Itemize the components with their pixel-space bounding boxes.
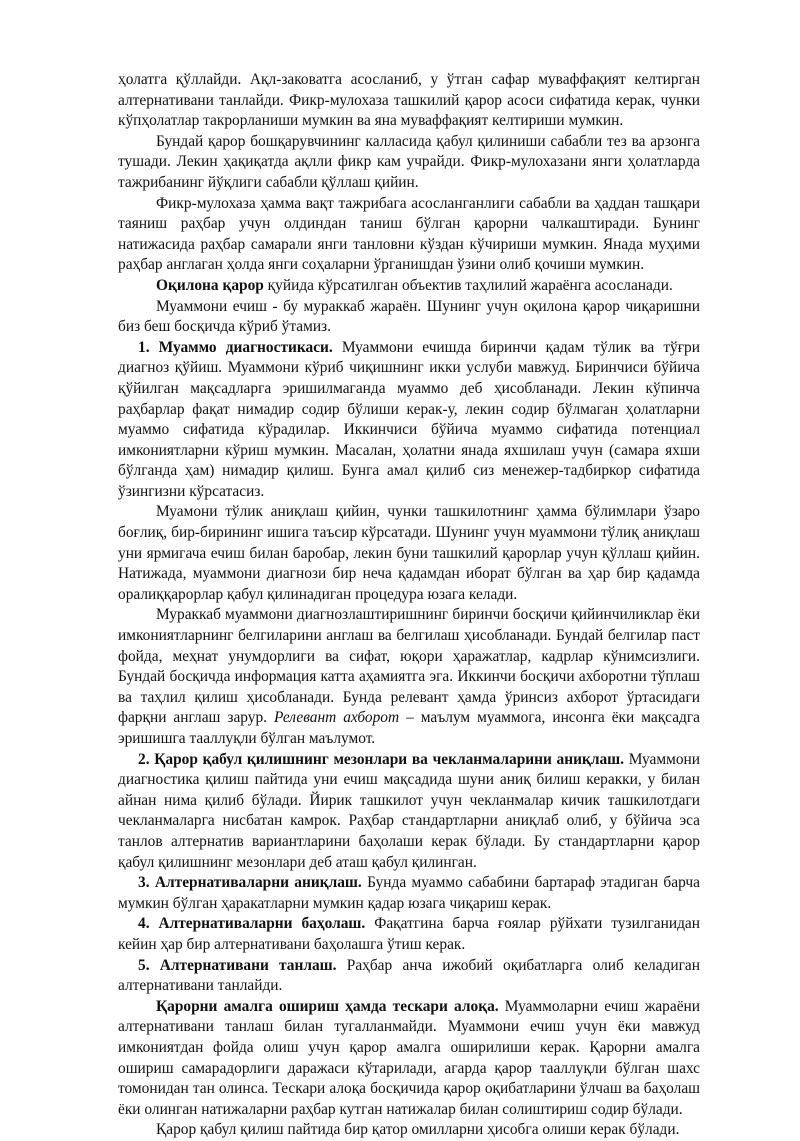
step-1-diagnostics: [118, 338, 700, 503]
step-heading: 1. Муаммо диагностикаси.: [138, 338, 333, 356]
document-page: [118, 70, 700, 1141]
paragraph-2: Бундай қарор бошқарувчининг калласида қабул қилиниши сабабли тез ва арзонга тушади. Лекин ҳақиқатда ақлли фикр кам учрайди. Фикр-мулохазани янги ҳолатларда тажрибанинг йўқлиги сабабли қўллаш қийин.: [118, 132, 700, 191]
step-text: Муаммони диагностика қилиш пайтида уни ечиш мақсадида шуни аниқ билиш керакки, у билан айнан нима қилиб бўлади. Йирик ташкилот учун чекланмалар кичик ташкилотдаги чекланмаларга нисбатан камрок. Раҳбар стандартларни аниқлаб олиб, у бўйича эса танлов алтернатив вариантларини баҳолаши керак бўлади. Бу стандартларни қарор қабул қилишнинг мезонлари деб аташ қабул қилинган.: [118, 750, 700, 871]
paragraph-last: Қарор қабул қилиш пайтида бир қатор омилларни ҳисобга олиши керак бўлади.: [156, 1121, 680, 1139]
step-heading: 4. Алтернативаларни баҳолаш.: [138, 915, 366, 933]
step-2-criteria: [118, 750, 700, 874]
step-text: Фақатгина барча ғоялар рўйхати тузилганидан кейин ҳар бир алтернативани баҳолашга ўтиш керак.: [118, 915, 700, 953]
step-heading: 2. Қарор қабул қилишнинг мезонлари ва чекланмаларини аниқлаш.: [138, 750, 625, 768]
paragraph-implementation: [118, 997, 700, 1121]
term-relevant-info: Релевант ахборот: [274, 709, 400, 727]
step-text: Раҳбар анча ижобий оқибатларга олиб келадиган алтернативани танлайди.: [118, 956, 700, 995]
term-rational-decision: Оқилона қарор: [156, 276, 264, 294]
paragraph-3: Фикр-мулохаза ҳамма вақт тажрибага асосланганлиги сабабли ва ҳаддан ташқари таяниш раҳбар учун олдиндан таниш бўлган қарорни чалкаштиради. Бунинг натижасида раҳбар самарали янги танловни кўздан кўчириши мумкин. Янада муҳими раҳбар англаган ҳолда янги соҳаларни ўрганишдан ўзини олиб қочиши мумкин.: [118, 194, 700, 274]
paragraph-text: қуйида кўрсатилган объектив таҳлилий жараёнга асосланади.: [263, 276, 673, 294]
term-implementation: Қарорни амалга ошириш ҳамда тескари алоқа.: [156, 997, 499, 1015]
paragraph-5: Муаммони ечиш - бу мураккаб жараён. Шунинг учун оқилона қарор чиқаришни биз беш босқичда кўриб ўтамиз.: [118, 297, 700, 336]
step-3-alternatives: [118, 873, 700, 914]
paragraph-rational-decision: [118, 276, 700, 297]
paragraph-text-2: – маълум муаммога, инсонга ёки мақсадга эришишга тааллуқли бўлган маълумот.: [118, 709, 700, 747]
step-heading: 3. Алтернативаларни аниқлаш.: [138, 874, 362, 892]
paragraph-text: Мураккаб муаммони диагнозлаштиришнинг биринчи босқичи қийинчиликлар ёки имкониятларнинг белгиларини англаш ва белгилаш ҳисобланади. Бундай белгилар паст фойда, меҳнат унумдорлиги ва сифат, юқори ҳаражатлар, кадрлар кўнимсизлиги. Бундай босқичда информация катта аҳамиятга эга. Иккинчи босқичи ахборотни тўплаш ва таҳлил қилиш ҳисобланади. Бунда релевант ҳамда ўринсиз ахборот ўртасидаги фарқни англаш зарур.: [118, 606, 700, 727]
step-heading: 5. Алтернативани танлаш.: [138, 956, 337, 974]
paragraph-text: Муаммоларни ечиш жараёни алтернативани танлаш билан тугалланмайди. Муаммони ечиш учун ёки мавжуд имкониятдан фойда олиш учун қарор амалга оширилиши керак. Қарорни амалга ошириш самарадорлиги даражаси кўтарилади, агарда қарор тааллуқли бўлган шахс томонидан тан олинса. Тескари алоқа босқичида қарор оқибатларини ўлчаш ва баҳолаш ёки олинган натижаларни раҳбар кутган натижалар билан солиштириш содир бўлади.: [118, 997, 700, 1118]
step-text: Муаммони ечишда биринчи қадам тўлик ва тўғри диагноз қўйиш. Муаммони кўриб чиқишнинг икки услуби мавжуд. Биринчиси бўйича қўйилган мақсадларга эришилмаганда муаммо деб ҳисобланади. Лекин кўпинча раҳбарлар фақат нимадир содир бўлиши керак-у, лекин содир бўлмаган ҳолатларни муаммо сифатида кўрадилар. Иккинчиси бўйича муаммо сифатида потенциал имкониятларни кўриш мумкин. Масалан, ҳолатни янада яхшилаш учун (самара яхши бўлганда ҳам) нимадир қилиш. Бунга амал қилиб сиз менежер-тадбиркор сифатида ўзингизни кўрсатасиз.: [118, 338, 700, 500]
paragraph-1: ҳолатга қўллайди. Ақл-заковатга асосланиб, у ўтган сафар муваффақият келтирган алтернативани танлайди. Фикр-мулохаза ташкилий қарор асоси сифатида керак, чунки кўпҳолатлар такрорланиши мумкин ва яна муваффақият келтириши мумкин.: [118, 71, 700, 130]
step-4-evaluation: [118, 914, 700, 955]
paragraph-8: [118, 605, 700, 749]
step-5-choice: [118, 956, 700, 997]
step-text: Бунда муаммо сабабини бартараф этадиган барча мумкин бўлган ҳаракатларни мумкин қадар юзага чиқариш керак.: [118, 874, 700, 912]
paragraph-7: Муамони тўлик аниқлаш қийин, чунки ташкилотнинг ҳамма бўлимлари ўзаро боғлиқ, бир-бирининг ишига таъсир кўрсатади. Шунинг учун муаммони тўлиқ аниқлаш уни ярмигача ечиш билан баробар, лекин буни ташкилий қарорлар учун қўллаш қийин. Натижада, муаммони диагнози бир неча қадамдан иборат бўлган ва ҳар бир қадамда оралиққарорлар қабул қилинадиган процедура юзага келади.: [118, 503, 700, 603]
